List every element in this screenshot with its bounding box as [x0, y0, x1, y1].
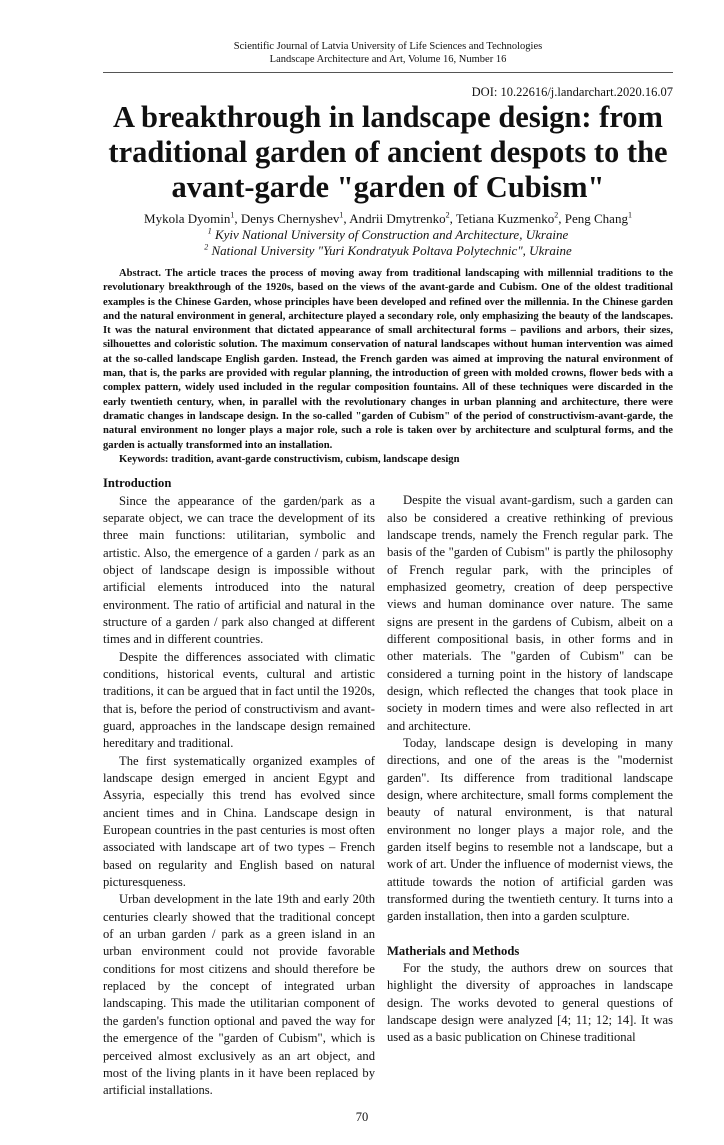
paper-title: A breakthrough in landscape design: from traditional garden of ancient despots to the avant-garde "garden of Cubism": [108, 100, 668, 204]
abstract: [103, 267, 673, 467]
paragraph: Since the appearance of the garden/park as a separate object, we can trace the development of its three main functions: utilitarian, symbolic and artistic. Also, the emergence of a garden / park as an object of landscape design is impossible without artificial elements introduced into the natural environment. The ratio of artificial and natural in the structure of a garden / park also changed at different times and in different countries.: [103, 493, 375, 647]
abstract-text: Abstract. The article traces the process of moving away from traditional landscaping with millennial traditions to the revolutionary breakthrough of the 1920s, based on the views of the avant-garde and Cubism. One of the oldest traditional examples is the Chinese Garden, whose principles have been developed and refined over the millennia. In the Chinese garden and the natural environment in general, architecture played a secondary role, only emphasizing the beauty of the landscapes. It was the natural environment that dictated appearance of small architectural forms – pavilions and arbors, their sizes, silhouettes and coloristic solution. The maximum conservation of natural landscapes without human intervention was aimed at the so-called landscape English garden. Instead, the French garden was aimed at improving the natural environment of man, that is, the parks are provided with regular planning, the introduction of green with molded crowns, flower beds with a complex pattern, widely used included in the regular composition fountains. All of these techniques were discarded in the early twentieth century, when, in parallel with the revolutionary changes in urban planning and architecture, there were dramatic changes in landscape design. In the so-called "garden of Cubism" of the period of constructivism-avant-garde, the natural environment no longer plays a major role, such a role is taken over by architecture and sculptural forms, and the garden is actually transformed into an installation.: [103, 268, 673, 451]
author: Andrii Dmytrenko: [349, 211, 446, 226]
body-columns: [103, 475, 673, 1099]
author-affiliation-mark: 2: [445, 210, 450, 220]
author-affiliation-mark: 2: [554, 210, 559, 220]
affiliation-number: 2: [204, 242, 209, 252]
paragraph: Urban development in the late 19th and early 20th centuries clearly showed that the traditional concept of an urban garden / park as a green island in an urban environment could not provide favorable conditions for most citizens and should therefore be replaced by the concept of integrated urban landscaping. This made the utilitarian component of the garden's function optional and paved the way for the emergence of the "garden of Cubism", which is perceived almost exclusively as an art object, and most of the living plants in it have been replaced by artificial installations.: [103, 892, 375, 1098]
journal-header: [103, 41, 673, 66]
author: Denys Chernyshev: [240, 211, 340, 226]
column-left: [103, 475, 375, 1099]
paragraph: Today, landscape design is developing in many directions, and one of the areas is the "modernist garden". Its difference from traditional landscape design, where architecture, small forms complement the beauty of natural environment, is that natural environment no longer plays a major role, and the garden itself begins to resemble not a landscape, but a work of art. Under the influence of modernist views, the attitude towards the notion of artificial garden was transformed during the twentieth century. It turns into a garden installation, then into a garden sculpture.: [387, 735, 673, 924]
doi: DOI: 10.22616/j.landarchart.2020.16.07: [471, 85, 673, 99]
affiliation-number: 1: [207, 226, 212, 236]
paragraph: Despite the differences associated with climatic conditions, historical events, cultural and artistic traditions, it can be argued that in fact until the 1920s, that is, before the period of constructivism and avant-guard, approaches in the landscape design remained hereditary and traditional.: [103, 649, 375, 751]
affiliation-text: Kyiv National University of Construction and Architecture, Ukraine: [214, 227, 569, 242]
journal-volume: Landscape Architecture and Art, Volume 16, Number 16: [269, 53, 507, 65]
journal-name: Scientific Journal of Latvia University of Life Sciences and Technologies: [233, 41, 543, 52]
author-affiliation-mark: 1: [339, 210, 344, 220]
affiliation: [103, 227, 673, 243]
header-rule: [103, 72, 673, 73]
author: Tetiana Kuzmenko: [455, 211, 555, 226]
author-block: [103, 211, 673, 259]
author-affiliation-mark: 1: [627, 210, 632, 220]
affiliation: [103, 243, 673, 259]
author-affiliation-mark: 1: [230, 210, 235, 220]
paragraph: The first systematically organized examples of landscape design emerged in ancient Egypt and Assyria, especially this trend has evolved since ancient times and in China. Landscape design in European countries in the past centuries is most often associated with landscape art of two types – French based on regularity and English based on natural picturesqueness.: [103, 753, 375, 890]
page-number: 70: [355, 1109, 369, 1124]
section-gap: [387, 926, 673, 943]
author: Peng Chang: [564, 211, 628, 226]
paragraph: Despite the visual avant-gardism, such a garden can also be considered a creative rethinking of previous landscape trends, namely the French regular park. The basis of the "garden of Cubism" is partly the philosophy of French regular park, with the principles of emphasized geometry, creation of deep perspective views and human dominance over nature. The same signs are present in the gardens of Cubism, albeit on a different compositional basis, in other forms and in other materials. The "garden of Cubism" can be considered a turning point in the history of landscape design, which reflected the changes that took place in society in modern times and were also reflected in art and architecture.: [387, 493, 673, 733]
column-right: [387, 475, 673, 1047]
section-heading-introduction: Introduction: [103, 476, 172, 491]
affiliation-text: National University "Yuri Kondratyuk Poltava Polytechnic", Ukraine: [211, 243, 572, 258]
author: Mykola Dyomin: [144, 211, 231, 226]
keywords: Keywords: tradition, avant-garde constructivism, cubism, landscape design: [119, 453, 460, 465]
paragraph: For the study, the authors drew on sources that highlight the diversity of approaches in landscape design. The works devoted to general questions of landscape design were analyzed [4; 11; 12; 14]. It was used as a basic publication on Chinese traditional: [387, 961, 673, 1045]
section-heading-methods: Matherials and Methods: [387, 943, 520, 958]
author-list: Mykola Dyomin$^1$, Denys Chernyshev$^1$, Andrii Dmytrenko$^2$, Tetiana Kuzmenko$^2$, Peng Chang$^1$: [144, 210, 632, 226]
